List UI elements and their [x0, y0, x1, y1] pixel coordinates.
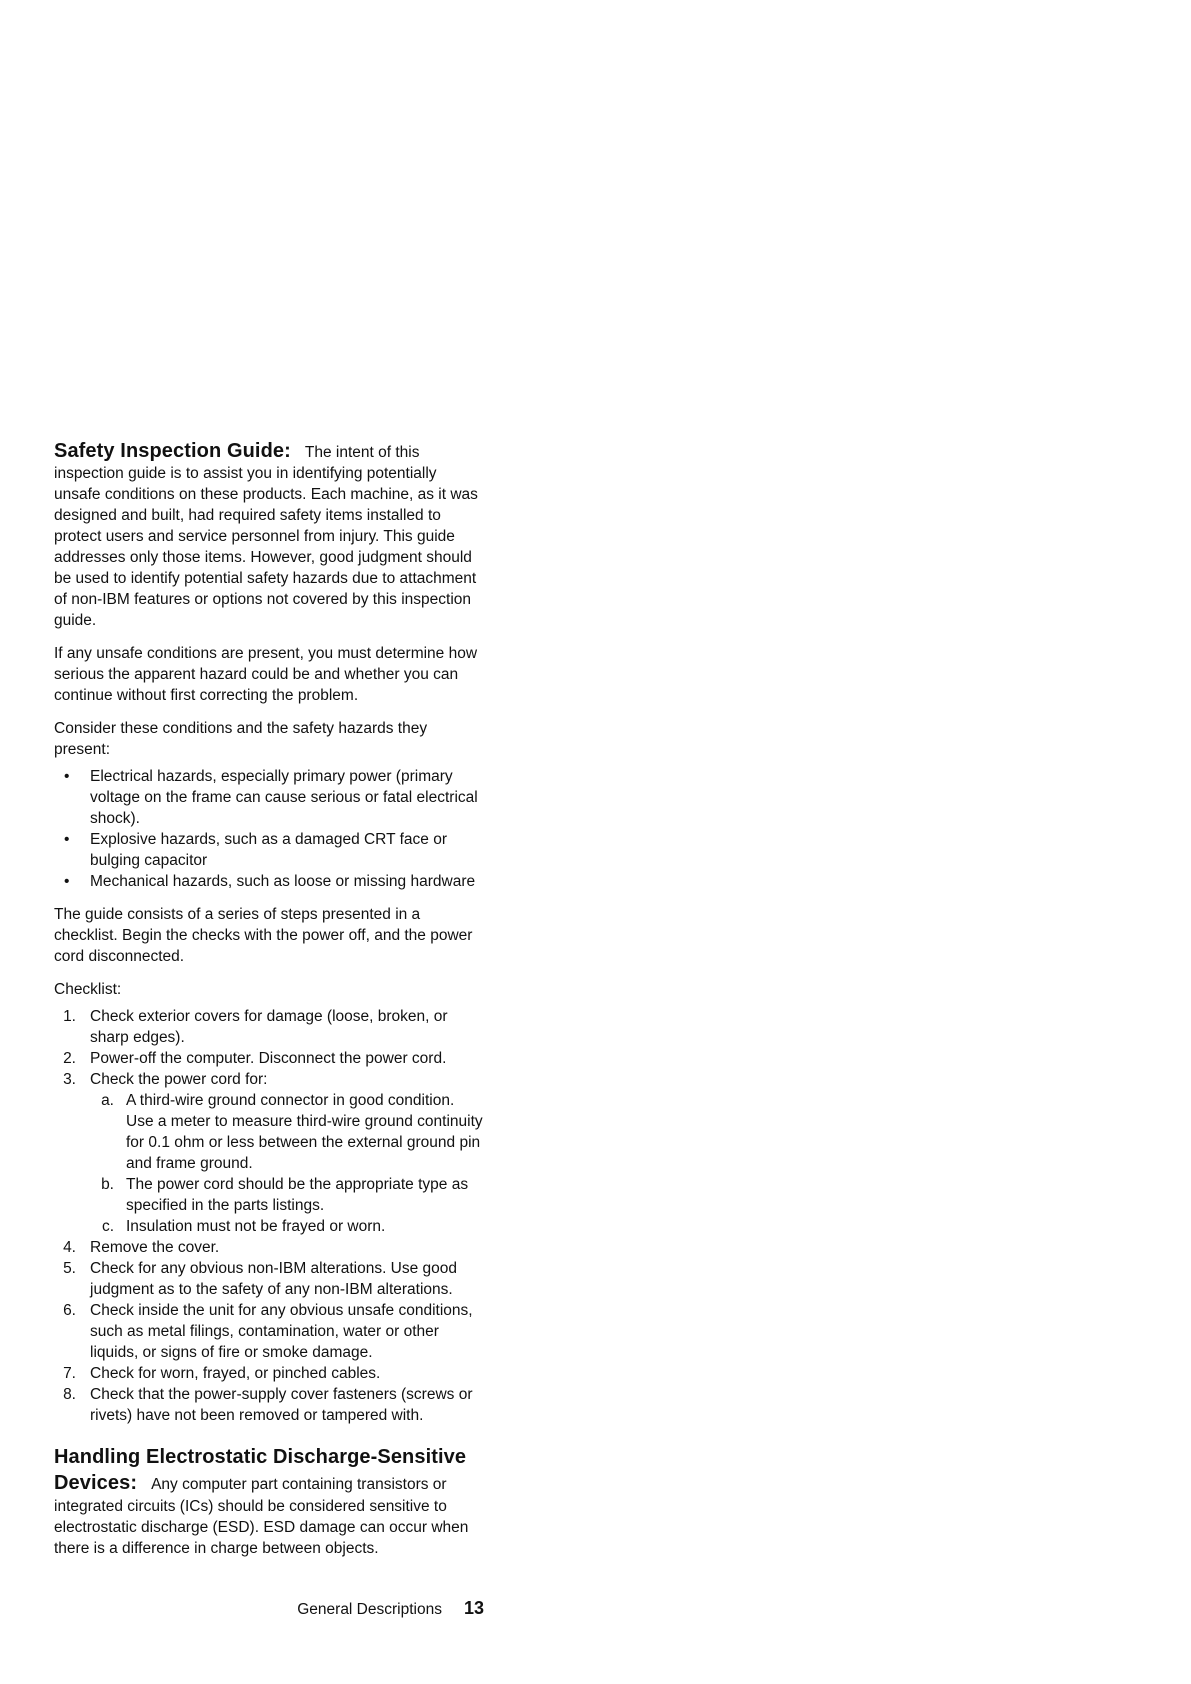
esd-heading-line1: Handling Electrostatic Discharge-Sensitive	[54, 1446, 467, 1468]
safety-intro-paragraph	[54, 441, 484, 631]
hazards-list	[54, 766, 484, 892]
unsafe-conditions-paragraph: If any unsafe conditions are present, you must determine how serious the apparent hazard could be and whether you can continue without first correcting the problem.	[54, 645, 478, 704]
checklist-item: 1. Check exterior covers for damage (loose, broken, or sharp edges).	[63, 1008, 448, 1046]
esd-intro-paragraph	[54, 1470, 484, 1559]
hazard-item: • Explosive hazards, such as a damaged CRT face or bulging capacitor	[64, 831, 447, 869]
esd-intro-text: Any computer part containing transistors or integrated circuits (ICs) should be considered sensitive to electrostatic discharge (ESD). ESD damage can occur when there is a difference in charge between objects.	[54, 1476, 469, 1557]
esd-heading-line2: Devices:	[54, 1472, 138, 1494]
bullet-icon: •	[64, 768, 70, 785]
power-cord-check-item: b. The power cord should be the appropriate type as specified in the parts listings.	[101, 1176, 469, 1214]
checklist-item: 2. Power-off the computer. Disconnect the power cord.	[63, 1050, 447, 1067]
checklist-label: Checklist:	[54, 981, 122, 998]
checklist-item: 6. Check inside the unit for any obvious unsafe conditions, such as metal filings, contamination, water or other liquids, or signs of fire or smoke damage.	[63, 1302, 473, 1361]
main-column	[54, 441, 484, 1571]
power-cord-check-item: a. A third-wire ground connector in good condition. Use a meter to measure third-wire ground continuity for 0.1 ohm or less between the external ground pin and frame ground.	[101, 1092, 483, 1172]
checklist-item: 3. Check the power cord for: a. A third-wire ground connector in good condition. Use a meter to measure third-wire ground continuity for 0.1 ohm or less between the external ground pin and frame ground. b. The power cord should be the appropriate type as specified in the parts listings. c. Insulation must not be frayed or worn.	[63, 1071, 483, 1235]
esd-section	[54, 1444, 484, 1559]
checklist	[54, 1006, 484, 1426]
hazard-item: • Mechanical hazards, such as loose or missing hardware	[64, 873, 476, 890]
page-footer	[54, 1598, 484, 1620]
checklist-item: 4. Remove the cover.	[63, 1239, 220, 1256]
safety-intro-text: The intent of this inspection guide is to assist you in identifying potentially unsafe conditions on these products. Each machine, as it was designed and built, had required safety items installed to protect users and service personnel from injury. This guide addresses only those items. However, good judgment should be used to identify potential safety hazards due to attachment of non-IBM features or options not covered by this inspection guide.	[54, 444, 478, 629]
hazards-intro-paragraph: Consider these conditions and the safety hazards they present:	[54, 720, 428, 758]
checklist-item: 8. Check that the power-supply cover fasteners (screws or rivets) have not been removed or tampered with.	[63, 1386, 473, 1424]
safety-inspection-heading: Safety Inspection Guide:	[54, 440, 291, 462]
page-number: 13	[463, 1598, 484, 1618]
checklist-item: 5. Check for any obvious non-IBM alterations. Use good judgment as to the safety of any non-IBM alterations.	[63, 1260, 458, 1298]
footer-section-title: General Descriptions	[297, 1601, 442, 1618]
bullet-icon: •	[64, 873, 70, 890]
hazard-item: • Electrical hazards, especially primary power (primary voltage on the frame can cause serious or fatal electrical shock).	[64, 768, 478, 827]
checklist-item: 7. Check for worn, frayed, or pinched cables.	[63, 1365, 381, 1382]
power-cord-checks	[90, 1090, 484, 1237]
power-cord-check-item: c. Insulation must not be frayed or worn.	[101, 1218, 386, 1235]
bullet-icon: •	[64, 831, 70, 848]
guide-description-paragraph: The guide consists of a series of steps presented in a checklist. Begin the checks with the power off, and the power cord disconnected.	[54, 906, 473, 965]
